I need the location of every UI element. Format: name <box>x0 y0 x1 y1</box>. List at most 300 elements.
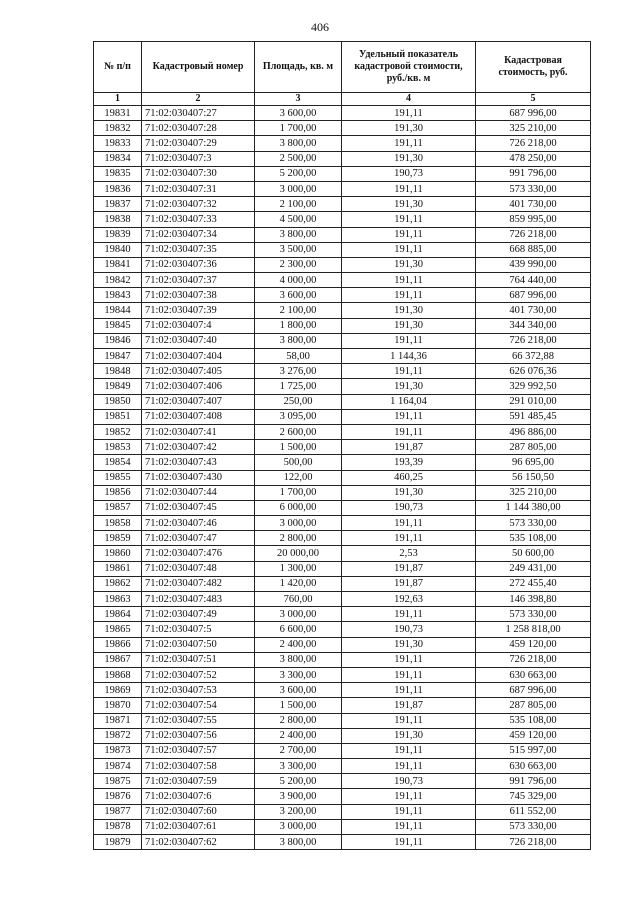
row-number-cell: 19845 <box>94 318 142 333</box>
cadastral-number-cell: 71:02:030407:48 <box>142 561 255 576</box>
row-number-cell: 19835 <box>94 166 142 181</box>
table-row <box>94 789 591 804</box>
specific-value-cell: 191,87 <box>342 561 476 576</box>
row-number-cell: 19861 <box>94 561 142 576</box>
specific-value-cell: 191,11 <box>342 683 476 698</box>
cadastral-cost-cell: 630 663,00 <box>476 667 591 682</box>
area-cell: 5 200,00 <box>255 166 342 181</box>
table-row <box>94 151 591 166</box>
table-row <box>94 667 591 682</box>
cadastral-cost-cell: 573 330,00 <box>476 181 591 196</box>
cadastral-number-cell: 71:02:030407:36 <box>142 257 255 272</box>
specific-value-cell: 190,73 <box>342 622 476 637</box>
cadastral-cost-cell: 66 372,88 <box>476 349 591 364</box>
cadastral-number-cell: 71:02:030407:482 <box>142 576 255 591</box>
specific-value-cell: 1 164,04 <box>342 394 476 409</box>
area-cell: 6 600,00 <box>255 622 342 637</box>
cadastral-cost-cell: 991 796,00 <box>476 774 591 789</box>
table-row <box>94 106 591 121</box>
area-cell: 2 100,00 <box>255 303 342 318</box>
area-cell: 2 300,00 <box>255 257 342 272</box>
row-number-cell: 19874 <box>94 759 142 774</box>
area-cell: 3 600,00 <box>255 683 342 698</box>
row-number-cell: 19841 <box>94 257 142 272</box>
cadastral-cost-cell: 859 995,00 <box>476 212 591 227</box>
specific-value-cell: 192,63 <box>342 592 476 607</box>
row-number-cell: 19873 <box>94 743 142 758</box>
header-cadastral-number: Кадастровый номер <box>142 42 255 93</box>
cadastral-number-cell: 71:02:030407:59 <box>142 774 255 789</box>
specific-value-cell: 190,73 <box>342 774 476 789</box>
row-number-cell: 19838 <box>94 212 142 227</box>
row-number-cell: 19831 <box>94 106 142 121</box>
specific-value-cell: 191,11 <box>342 713 476 728</box>
table-row <box>94 257 591 272</box>
cadastral-number-cell: 71:02:030407:430 <box>142 470 255 485</box>
cadastral-cost-cell: 745 329,00 <box>476 789 591 804</box>
cadastral-number-cell: 71:02:030407:44 <box>142 485 255 500</box>
cadastral-number-cell: 71:02:030407:28 <box>142 121 255 136</box>
cadastral-cost-cell: 249 431,00 <box>476 561 591 576</box>
area-cell: 3 800,00 <box>255 652 342 667</box>
cadastral-cost-cell: 726 218,00 <box>476 227 591 242</box>
area-cell: 2 400,00 <box>255 728 342 743</box>
specific-value-cell: 191,11 <box>342 789 476 804</box>
table-row <box>94 424 591 439</box>
row-number-cell: 19859 <box>94 531 142 546</box>
cadastral-cost-cell: 1 144 380,00 <box>476 500 591 515</box>
cadastral-cost-cell: 626 076,36 <box>476 364 591 379</box>
row-number-cell: 19856 <box>94 485 142 500</box>
area-cell: 3 300,00 <box>255 759 342 774</box>
area-cell: 250,00 <box>255 394 342 409</box>
table-row <box>94 637 591 652</box>
cadastral-number-cell: 71:02:030407:407 <box>142 394 255 409</box>
cadastral-cost-cell: 687 996,00 <box>476 288 591 303</box>
table-row <box>94 576 591 591</box>
area-cell: 3 600,00 <box>255 288 342 303</box>
specific-value-cell: 191,30 <box>342 257 476 272</box>
area-cell: 4 000,00 <box>255 273 342 288</box>
cadastral-number-cell: 71:02:030407:45 <box>142 500 255 515</box>
area-cell: 5 200,00 <box>255 774 342 789</box>
row-number-cell: 19876 <box>94 789 142 804</box>
area-cell: 3 800,00 <box>255 136 342 151</box>
table-row <box>94 364 591 379</box>
row-number-cell: 19833 <box>94 136 142 151</box>
cadastral-number-cell: 71:02:030407:53 <box>142 683 255 698</box>
row-number-cell: 19879 <box>94 835 142 850</box>
cadastral-number-cell: 71:02:030407:3 <box>142 151 255 166</box>
cadastral-cost-cell: 459 120,00 <box>476 637 591 652</box>
area-cell: 3 800,00 <box>255 835 342 850</box>
cadastral-cost-cell: 726 218,00 <box>476 835 591 850</box>
cadastral-cost-cell: 726 218,00 <box>476 652 591 667</box>
row-number-cell: 19850 <box>94 394 142 409</box>
specific-value-cell: 460,25 <box>342 470 476 485</box>
row-number-cell: 19862 <box>94 576 142 591</box>
cadastral-cost-cell: 344 340,00 <box>476 318 591 333</box>
cadastral-number-cell: 71:02:030407:35 <box>142 242 255 257</box>
specific-value-cell: 191,30 <box>342 121 476 136</box>
cadastral-cost-cell: 325 210,00 <box>476 485 591 500</box>
cadastral-cost-cell: 291 010,00 <box>476 394 591 409</box>
cadastral-cost-cell: 287 805,00 <box>476 440 591 455</box>
table-row <box>94 303 591 318</box>
cadastral-cost-cell: 272 455,40 <box>476 576 591 591</box>
row-number-cell: 19858 <box>94 516 142 531</box>
table-row <box>94 440 591 455</box>
cadastral-number-cell: 71:02:030407:54 <box>142 698 255 713</box>
row-number-cell: 19864 <box>94 607 142 622</box>
cadastral-cost-cell: 146 398,80 <box>476 592 591 607</box>
cadastral-cost-cell: 573 330,00 <box>476 819 591 834</box>
cadastral-number-cell: 71:02:030407:483 <box>142 592 255 607</box>
table-row <box>94 683 591 698</box>
cadastral-number-cell: 71:02:030407:31 <box>142 181 255 196</box>
header-cadastral-cost: Кадастровая стоимость, руб. <box>476 42 591 93</box>
area-cell: 3 000,00 <box>255 607 342 622</box>
area-cell: 3 600,00 <box>255 106 342 121</box>
cadastral-cost-cell: 611 552,00 <box>476 804 591 819</box>
specific-value-cell: 191,11 <box>342 652 476 667</box>
table-body <box>94 106 591 850</box>
specific-value-cell: 191,11 <box>342 333 476 348</box>
cadastral-number-cell: 71:02:030407:40 <box>142 333 255 348</box>
table-row <box>94 607 591 622</box>
cadastral-number-cell: 71:02:030407:39 <box>142 303 255 318</box>
row-number-cell: 19860 <box>94 546 142 561</box>
cadastral-cost-cell: 329 992,50 <box>476 379 591 394</box>
table-row <box>94 227 591 242</box>
specific-value-cell: 191,11 <box>342 273 476 288</box>
column-numbers-row <box>94 93 591 106</box>
row-number-cell: 19846 <box>94 333 142 348</box>
table-row <box>94 561 591 576</box>
table-row <box>94 592 591 607</box>
row-number-cell: 19842 <box>94 273 142 288</box>
area-cell: 3 276,00 <box>255 364 342 379</box>
cadastral-number-cell: 71:02:030407:476 <box>142 546 255 561</box>
specific-value-cell: 191,30 <box>342 637 476 652</box>
specific-value-cell: 190,73 <box>342 166 476 181</box>
cadastral-cost-cell: 287 805,00 <box>476 698 591 713</box>
specific-value-cell: 191,87 <box>342 576 476 591</box>
specific-value-cell: 191,11 <box>342 531 476 546</box>
specific-value-cell: 191,11 <box>342 227 476 242</box>
cadastral-number-cell: 71:02:030407:37 <box>142 273 255 288</box>
area-cell: 3 200,00 <box>255 804 342 819</box>
specific-value-cell: 191,30 <box>342 318 476 333</box>
cadastral-number-cell: 71:02:030407:405 <box>142 364 255 379</box>
cadastral-cost-cell: 50 600,00 <box>476 546 591 561</box>
area-cell: 3 800,00 <box>255 333 342 348</box>
row-number-cell: 19857 <box>94 500 142 515</box>
table-row <box>94 455 591 470</box>
cadastral-cost-cell: 687 996,00 <box>476 106 591 121</box>
table-row <box>94 516 591 531</box>
cadastral-number-cell: 71:02:030407:50 <box>142 637 255 652</box>
cadastral-cost-cell: 591 485,45 <box>476 409 591 424</box>
row-number-cell: 19832 <box>94 121 142 136</box>
table-row <box>94 197 591 212</box>
cadastral-number-cell: 71:02:030407:47 <box>142 531 255 546</box>
row-number-cell: 19868 <box>94 667 142 682</box>
table-row <box>94 743 591 758</box>
cadastral-cost-cell: 478 250,00 <box>476 151 591 166</box>
specific-value-cell: 191,11 <box>342 743 476 758</box>
table-row <box>94 333 591 348</box>
row-number-cell: 19869 <box>94 683 142 698</box>
row-number-cell: 19840 <box>94 242 142 257</box>
table-row <box>94 759 591 774</box>
table-row <box>94 409 591 424</box>
specific-value-cell: 191,30 <box>342 728 476 743</box>
table-row <box>94 698 591 713</box>
table-row <box>94 470 591 485</box>
specific-value-cell: 191,11 <box>342 288 476 303</box>
row-number-cell: 19851 <box>94 409 142 424</box>
specific-value-cell: 191,30 <box>342 485 476 500</box>
specific-value-cell: 191,87 <box>342 440 476 455</box>
cadastral-cost-cell: 96 695,00 <box>476 455 591 470</box>
area-cell: 760,00 <box>255 592 342 607</box>
cadastral-cost-cell: 401 730,00 <box>476 303 591 318</box>
column-number: 3 <box>255 93 342 106</box>
row-number-cell: 19871 <box>94 713 142 728</box>
specific-value-cell: 191,30 <box>342 151 476 166</box>
table-row <box>94 713 591 728</box>
cadastral-cost-cell: 573 330,00 <box>476 607 591 622</box>
cadastral-number-cell: 71:02:030407:56 <box>142 728 255 743</box>
specific-value-cell: 1 144,36 <box>342 349 476 364</box>
cadastral-cost-cell: 573 330,00 <box>476 516 591 531</box>
table-row <box>94 835 591 850</box>
header-area: Площадь, кв. м <box>255 42 342 93</box>
cadastral-number-cell: 71:02:030407:60 <box>142 804 255 819</box>
cadastral-number-cell: 71:02:030407:49 <box>142 607 255 622</box>
table-row <box>94 212 591 227</box>
table-row <box>94 318 591 333</box>
cadastral-cost-cell: 668 885,00 <box>476 242 591 257</box>
table-row <box>94 273 591 288</box>
area-cell: 1 725,00 <box>255 379 342 394</box>
cadastral-cost-cell: 459 120,00 <box>476 728 591 743</box>
table-row <box>94 121 591 136</box>
area-cell: 1 500,00 <box>255 440 342 455</box>
cadastral-number-cell: 71:02:030407:42 <box>142 440 255 455</box>
row-number-cell: 19877 <box>94 804 142 819</box>
area-cell: 2 100,00 <box>255 197 342 212</box>
cadastral-number-cell: 71:02:030407:55 <box>142 713 255 728</box>
specific-value-cell: 191,11 <box>342 424 476 439</box>
cadastral-number-cell: 71:02:030407:41 <box>142 424 255 439</box>
cadastral-cost-cell: 401 730,00 <box>476 197 591 212</box>
area-cell: 1 420,00 <box>255 576 342 591</box>
row-number-cell: 19848 <box>94 364 142 379</box>
area-cell: 500,00 <box>255 455 342 470</box>
specific-value-cell: 191,11 <box>342 136 476 151</box>
specific-value-cell: 191,11 <box>342 409 476 424</box>
row-number-cell: 19855 <box>94 470 142 485</box>
specific-value-cell: 191,30 <box>342 197 476 212</box>
cadastral-number-cell: 71:02:030407:62 <box>142 835 255 850</box>
cadastral-cost-cell: 56 150,50 <box>476 470 591 485</box>
specific-value-cell: 191,11 <box>342 516 476 531</box>
table-row <box>94 774 591 789</box>
cadastral-number-cell: 71:02:030407:29 <box>142 136 255 151</box>
row-number-cell: 19837 <box>94 197 142 212</box>
cadastral-cost-cell: 764 440,00 <box>476 273 591 288</box>
row-number-cell: 19863 <box>94 592 142 607</box>
row-number-cell: 19875 <box>94 774 142 789</box>
cadastral-cost-cell: 630 663,00 <box>476 759 591 774</box>
column-number: 1 <box>94 93 142 106</box>
area-cell: 6 000,00 <box>255 500 342 515</box>
row-number-cell: 19834 <box>94 151 142 166</box>
table-row <box>94 349 591 364</box>
table-row <box>94 804 591 819</box>
table-row <box>94 242 591 257</box>
table-row <box>94 485 591 500</box>
specific-value-cell: 191,11 <box>342 181 476 196</box>
table-header <box>94 42 591 106</box>
column-number: 5 <box>476 93 591 106</box>
row-number-cell: 19847 <box>94 349 142 364</box>
row-number-cell: 19836 <box>94 181 142 196</box>
column-number: 2 <box>142 93 255 106</box>
table-row <box>94 166 591 181</box>
area-cell: 3 000,00 <box>255 516 342 531</box>
row-number-cell: 19870 <box>94 698 142 713</box>
row-number-cell: 19854 <box>94 455 142 470</box>
row-number-cell: 19872 <box>94 728 142 743</box>
cadastral-number-cell: 71:02:030407:51 <box>142 652 255 667</box>
cadastral-number-cell: 71:02:030407:6 <box>142 789 255 804</box>
cadastral-number-cell: 71:02:030407:38 <box>142 288 255 303</box>
cadastral-cost-cell: 515 997,00 <box>476 743 591 758</box>
row-number-cell: 19867 <box>94 652 142 667</box>
cadastral-cost-cell: 535 108,00 <box>476 531 591 546</box>
area-cell: 3 000,00 <box>255 181 342 196</box>
cadastral-number-cell: 71:02:030407:4 <box>142 318 255 333</box>
specific-value-cell: 190,73 <box>342 500 476 515</box>
cadastral-number-cell: 71:02:030407:33 <box>142 212 255 227</box>
cadastral-cost-cell: 687 996,00 <box>476 683 591 698</box>
cadastral-cost-cell: 439 990,00 <box>476 257 591 272</box>
table-row <box>94 288 591 303</box>
area-cell: 2 400,00 <box>255 637 342 652</box>
cadastral-cost-cell: 496 886,00 <box>476 424 591 439</box>
cadastral-number-cell: 71:02:030407:61 <box>142 819 255 834</box>
specific-value-cell: 191,87 <box>342 698 476 713</box>
cadastral-number-cell: 71:02:030407:404 <box>142 349 255 364</box>
specific-value-cell: 191,30 <box>342 303 476 318</box>
header-row-number: № п/п <box>94 42 142 93</box>
cadastral-number-cell: 71:02:030407:30 <box>142 166 255 181</box>
cadastral-cost-cell: 726 218,00 <box>476 333 591 348</box>
row-number-cell: 19839 <box>94 227 142 242</box>
row-number-cell: 19866 <box>94 637 142 652</box>
table-row <box>94 546 591 561</box>
cadastral-number-cell: 71:02:030407:58 <box>142 759 255 774</box>
page-number: 406 <box>311 20 329 34</box>
specific-value-cell: 191,11 <box>342 759 476 774</box>
cadastral-number-cell: 71:02:030407:408 <box>142 409 255 424</box>
area-cell: 3 800,00 <box>255 227 342 242</box>
area-cell: 3 900,00 <box>255 789 342 804</box>
specific-value-cell: 191,11 <box>342 835 476 850</box>
cadastral-number-cell: 71:02:030407:32 <box>142 197 255 212</box>
row-number-cell: 19878 <box>94 819 142 834</box>
specific-value-cell: 2,53 <box>342 546 476 561</box>
area-cell: 2 700,00 <box>255 743 342 758</box>
area-cell: 1 500,00 <box>255 698 342 713</box>
table-row <box>94 622 591 637</box>
specific-value-cell: 191,11 <box>342 667 476 682</box>
table-row <box>94 379 591 394</box>
area-cell: 1 700,00 <box>255 485 342 500</box>
cadastral-number-cell: 71:02:030407:34 <box>142 227 255 242</box>
cadastral-cost-cell: 1 258 818,00 <box>476 622 591 637</box>
area-cell: 2 500,00 <box>255 151 342 166</box>
specific-value-cell: 191,11 <box>342 212 476 227</box>
cadastral-cost-cell: 325 210,00 <box>476 121 591 136</box>
area-cell: 2 800,00 <box>255 531 342 546</box>
row-number-cell: 19844 <box>94 303 142 318</box>
specific-value-cell: 191,11 <box>342 819 476 834</box>
area-cell: 3 095,00 <box>255 409 342 424</box>
cadastral-cost-cell: 535 108,00 <box>476 713 591 728</box>
specific-value-cell: 191,11 <box>342 242 476 257</box>
specific-value-cell: 193,39 <box>342 455 476 470</box>
table-row <box>94 136 591 151</box>
area-cell: 3 300,00 <box>255 667 342 682</box>
table-row <box>94 394 591 409</box>
area-cell: 20 000,00 <box>255 546 342 561</box>
column-number: 4 <box>342 93 476 106</box>
cadastral-number-cell: 71:02:030407:57 <box>142 743 255 758</box>
area-cell: 122,00 <box>255 470 342 485</box>
cadastral-number-cell: 71:02:030407:46 <box>142 516 255 531</box>
area-cell: 4 500,00 <box>255 212 342 227</box>
area-cell: 3 000,00 <box>255 819 342 834</box>
table-row <box>94 531 591 546</box>
specific-value-cell: 191,11 <box>342 106 476 121</box>
cadastral-cost-cell: 991 796,00 <box>476 166 591 181</box>
specific-value-cell: 191,30 <box>342 379 476 394</box>
cadastral-number-cell: 71:02:030407:27 <box>142 106 255 121</box>
row-number-cell: 19843 <box>94 288 142 303</box>
cadastral-number-cell: 71:02:030407:406 <box>142 379 255 394</box>
area-cell: 2 800,00 <box>255 713 342 728</box>
row-number-cell: 19852 <box>94 424 142 439</box>
row-number-cell: 19865 <box>94 622 142 637</box>
cadastral-number-cell: 71:02:030407:5 <box>142 622 255 637</box>
cadastral-cost-cell: 726 218,00 <box>476 136 591 151</box>
row-number-cell: 19853 <box>94 440 142 455</box>
area-cell: 3 500,00 <box>255 242 342 257</box>
area-cell: 1 800,00 <box>255 318 342 333</box>
specific-value-cell: 191,11 <box>342 804 476 819</box>
specific-value-cell: 191,11 <box>342 607 476 622</box>
area-cell: 2 600,00 <box>255 424 342 439</box>
specific-value-cell: 191,11 <box>342 364 476 379</box>
area-cell: 1 300,00 <box>255 561 342 576</box>
cadastral-number-cell: 71:02:030407:43 <box>142 455 255 470</box>
area-cell: 58,00 <box>255 349 342 364</box>
area-cell: 1 700,00 <box>255 121 342 136</box>
